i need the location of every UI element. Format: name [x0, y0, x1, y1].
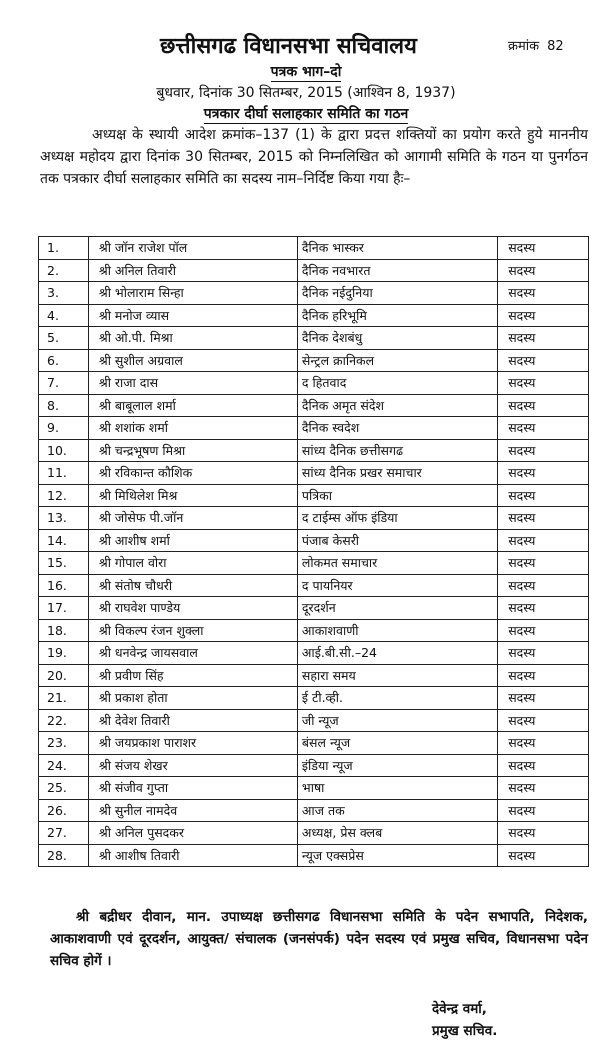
member-name: श्री देवेश तिवारी: [88, 709, 297, 732]
member-name: श्री मनोज व्यास: [88, 304, 297, 327]
member-number: 21.: [39, 687, 89, 710]
member-name: श्री संतोष चौधरी: [88, 574, 297, 597]
serial-label: क्रमांक: [508, 39, 540, 54]
member-publication: दैनिक हरिभूमि: [297, 304, 497, 327]
member-name: श्री राजा दास: [88, 372, 297, 395]
member-number: 20.: [39, 664, 89, 687]
member-publication: दैनिक देशबंधु: [297, 327, 497, 350]
member-publication: लोकमत समाचार: [297, 552, 497, 575]
member-name: श्री विकल्प रंजन शुक्ला: [88, 619, 297, 642]
table-row: [39, 822, 589, 845]
member-number: 10.: [39, 439, 89, 462]
signatory-designation: प्रमुख सचिव.: [432, 1023, 498, 1039]
member-name: श्री प्रकाश होता: [88, 687, 297, 710]
table-row: [39, 777, 589, 800]
member-name: श्री सुशील अग्रवाल: [88, 349, 297, 372]
member-name: श्री गोपाल वोरा: [88, 552, 297, 575]
member-number: 16.: [39, 574, 89, 597]
member-publication: दैनिक भास्कर: [297, 237, 497, 260]
member-number: 9.: [39, 417, 89, 440]
member-role: सदस्य: [498, 327, 589, 350]
member-role: सदस्य: [498, 619, 589, 642]
footer-paragraph: श्री बद्रीधर दीवान, मान. उपाध्यक्ष छत्तीसगढ विधानसभा समिति के पदेन सभापति, निदेशक, आकाशवाणी एवं दूरदर्शन, आयुक्त/ संचालक (जनसंपर्क) पदेन सदस्य एवं प्रमुख सचिव, विधानसभा पदेन सचिव होगें ।: [50, 909, 588, 969]
serial-number: 82: [547, 39, 564, 54]
member-number: 28.: [39, 844, 89, 867]
member-name: श्री राघवेश पाण्डेय: [88, 597, 297, 620]
member-role: सदस्य: [498, 529, 589, 552]
member-name: श्री अनिल पुसदकर: [88, 822, 297, 845]
signatory-name: देवेन्द्र वर्मा,: [432, 1001, 487, 1017]
member-role: सदस्य: [498, 732, 589, 755]
member-number: 24.: [39, 754, 89, 777]
table-row: [39, 304, 589, 327]
member-publication: आई.बी.सी.–24: [297, 642, 497, 665]
member-number: 5.: [39, 327, 89, 350]
member-role: सदस्य: [498, 282, 589, 305]
table-row: [39, 732, 589, 755]
member-number: 19.: [39, 642, 89, 665]
member-number: 27.: [39, 822, 89, 845]
member-number: 7.: [39, 372, 89, 395]
table-row: [39, 417, 589, 440]
member-role: सदस्य: [498, 507, 589, 530]
member-role: सदस्य: [498, 642, 589, 665]
member-name: श्री अनिल तिवारी: [88, 259, 297, 282]
member-role: सदस्य: [498, 597, 589, 620]
member-number: 4.: [39, 304, 89, 327]
member-role: सदस्य: [498, 664, 589, 687]
member-number: 8.: [39, 394, 89, 417]
signature-block: [432, 998, 497, 1042]
member-name: श्री ओ.पी. मिश्रा: [88, 327, 297, 350]
table-row: [39, 552, 589, 575]
table-row: [39, 237, 589, 260]
member-name: श्री जोसेफ पी.जॉन: [88, 507, 297, 530]
member-publication: दैनिक नवभारत: [297, 259, 497, 282]
member-role: सदस्य: [498, 709, 589, 732]
member-role: सदस्य: [498, 754, 589, 777]
intro-paragraph: अध्यक्ष के स्थायी आदेश क्रमांक–137 (1) के द्वारा प्रदत्त शक्तियों का प्रयोग करते हुये माननीय अध्यक्ष महोदय द्वारा दिनांक 30 सितम्बर, 2015 को निम्नलिखित को आगामी समिति के गठन या पुनर्गठन तक पत्रकार दीर्घा सलाहकार समिति का सदस्य नाम–निर्दिष्ट किया गया हैः–: [40, 127, 588, 187]
table-row: [39, 687, 589, 710]
table-row: [39, 259, 589, 282]
member-name: श्री शशांक शर्मा: [88, 417, 297, 440]
member-number: 3.: [39, 282, 89, 305]
member-role: सदस्य: [498, 462, 589, 485]
member-name: श्री संजय शेखर: [88, 754, 297, 777]
member-role: सदस्य: [498, 484, 589, 507]
date-line: बुधवार, दिनांक 30 सितम्बर, 2015 (आश्विन 8, 1937): [156, 85, 456, 101]
member-role: सदस्य: [498, 822, 589, 845]
table-row: [39, 439, 589, 462]
member-publication: पंजाब केसरी: [297, 529, 497, 552]
member-number: 13.: [39, 507, 89, 530]
member-number: 23.: [39, 732, 89, 755]
member-number: 22.: [39, 709, 89, 732]
table-row: [39, 619, 589, 642]
member-role: सदस्य: [498, 304, 589, 327]
table-row: [39, 394, 589, 417]
member-role: सदस्य: [498, 237, 589, 260]
member-name: श्री आशीष शर्मा: [88, 529, 297, 552]
member-publication: सांध्य दैनिक छत्तीसगढ: [297, 439, 497, 462]
member-name: श्री रविकान्त कौशिक: [88, 462, 297, 485]
table-row: [39, 597, 589, 620]
member-role: सदस्य: [498, 552, 589, 575]
member-number: 26.: [39, 799, 89, 822]
member-name: श्री जॉन राजेश पॉल: [88, 237, 297, 260]
member-publication: दैनिक स्वदेश: [297, 417, 497, 440]
member-role: सदस्य: [498, 394, 589, 417]
member-name: श्री चन्द्रभूषण मिश्रा: [88, 439, 297, 462]
serial-number-block: [508, 36, 564, 54]
member-name: श्री प्रवीण सिंह: [88, 664, 297, 687]
member-name: श्री धनवेन्द्र जायसवाल: [88, 642, 297, 665]
member-publication: द हितवाद: [297, 372, 497, 395]
table-row: [39, 574, 589, 597]
table-row: [39, 844, 589, 867]
member-number: 2.: [39, 259, 89, 282]
table-row: [39, 484, 589, 507]
member-number: 17.: [39, 597, 89, 620]
member-name: श्री बाबूलाल शर्मा: [88, 394, 297, 417]
member-publication: सांध्य दैनिक प्रखर समाचार: [297, 462, 497, 485]
member-publication: सहारा समय: [297, 664, 497, 687]
table-row: [39, 349, 589, 372]
member-role: सदस्य: [498, 574, 589, 597]
subject-heading: [0, 104, 612, 123]
member-publication: न्यूज एक्सप्रेस: [297, 844, 497, 867]
member-role: सदस्य: [498, 687, 589, 710]
member-publication: सेन्ट्रल क्रानिकल: [297, 349, 497, 372]
member-publication: द टाईम्स ऑफ इंडिया: [297, 507, 497, 530]
member-number: 15.: [39, 552, 89, 575]
table-row: [39, 462, 589, 485]
member-number: 18.: [39, 619, 89, 642]
member-number: 11.: [39, 462, 89, 485]
table-row: [39, 327, 589, 350]
table-row: [39, 754, 589, 777]
member-publication: भाषा: [297, 777, 497, 800]
member-publication: द पायनियर: [297, 574, 497, 597]
member-publication: बंसल न्यूज: [297, 732, 497, 755]
members-table-body: [39, 237, 589, 867]
member-publication: दैनिक अमृत संदेश: [297, 394, 497, 417]
document-title: छत्तीसगढ विधानसभा सचिवालय: [160, 34, 417, 59]
member-publication: आज तक: [297, 799, 497, 822]
member-role: सदस्य: [498, 349, 589, 372]
member-role: सदस्य: [498, 439, 589, 462]
member-name: श्री आशीष तिवारी: [88, 844, 297, 867]
table-row: [39, 642, 589, 665]
table-row: [39, 372, 589, 395]
member-role: सदस्य: [498, 417, 589, 440]
member-number: 14.: [39, 529, 89, 552]
table-row: [39, 709, 589, 732]
member-publication: जी न्यूज: [297, 709, 497, 732]
table-row: [39, 529, 589, 552]
member-role: सदस्य: [498, 777, 589, 800]
table-row: [39, 507, 589, 530]
members-table: [38, 236, 589, 867]
member-publication: अध्यक्ष, प्रेस क्लब: [297, 822, 497, 845]
member-name: श्री संजीव गुप्ता: [88, 777, 297, 800]
member-number: 25.: [39, 777, 89, 800]
member-number: 1.: [39, 237, 89, 260]
member-publication: आकाशवाणी: [297, 619, 497, 642]
member-name: श्री भोलाराम सिन्हा: [88, 282, 297, 305]
member-role: सदस्य: [498, 259, 589, 282]
member-number: 6.: [39, 349, 89, 372]
table-row: [39, 282, 589, 305]
member-publication: इंडिया न्यूज: [297, 754, 497, 777]
member-name: श्री सुनील नामदेव: [88, 799, 297, 822]
member-publication: दूरदर्शन: [297, 597, 497, 620]
subject-text: पत्रकार दीर्घा सलाहकार समिति का गठन: [203, 106, 409, 122]
member-publication: पत्रिका: [297, 484, 497, 507]
member-number: 12.: [39, 484, 89, 507]
member-role: सदस्य: [498, 844, 589, 867]
table-row: [39, 664, 589, 687]
member-name: श्री जयप्रकाश पाराशर: [88, 732, 297, 755]
table-row: [39, 799, 589, 822]
member-publication: दैनिक नईदुनिया: [297, 282, 497, 305]
member-name: श्री मिथिलेश मिश्र: [88, 484, 297, 507]
member-publication: ई टी.व्ही.: [297, 687, 497, 710]
bulletin-part: [0, 62, 612, 81]
bulletin-part-text: पत्रक भाग–दो: [270, 64, 342, 80]
member-role: सदस्य: [498, 372, 589, 395]
member-role: सदस्य: [498, 799, 589, 822]
